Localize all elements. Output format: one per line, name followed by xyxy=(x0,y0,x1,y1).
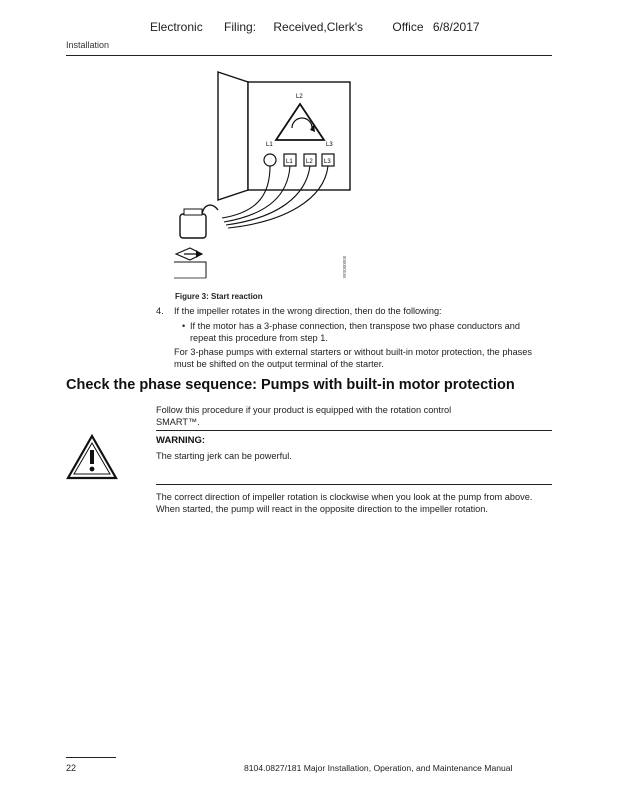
stamp-filing: Filing: xyxy=(224,20,257,34)
svg-text:L2: L2 xyxy=(306,159,313,165)
section-header: Installation xyxy=(66,40,110,50)
page-number: 22 xyxy=(66,763,77,773)
stamp-date: 6/8/2017 xyxy=(432,20,480,34)
label-l1-left: L1 xyxy=(266,142,273,148)
pump-hose xyxy=(202,205,218,214)
figure-code: WS000000 xyxy=(342,255,347,278)
figure-caption: Figure 3: Start reaction xyxy=(175,292,263,301)
section-heading: Check the phase sequence: Pumps with built-in motor protection xyxy=(66,377,515,393)
bullet-marker: • xyxy=(182,321,186,331)
warning-top-rule xyxy=(156,430,552,431)
warning-icon xyxy=(66,434,118,480)
filing-stamp xyxy=(150,20,480,34)
label-l2-top: L2 xyxy=(296,94,303,100)
intro-line-2: SMART™. xyxy=(156,417,200,427)
header-rule xyxy=(66,55,552,56)
stamp-office: Office xyxy=(392,20,424,34)
document-title: 8104.0827/181 Major Installation, Operation, and Maintenance Manual xyxy=(244,763,513,773)
bullet-text: If the motor has a 3-phase connection, then transpose two phase conductors and repeat this procedure from step 1. xyxy=(190,321,520,343)
warning-bottom-rule xyxy=(156,484,552,485)
start-reaction-figure xyxy=(160,62,360,290)
footer-rule xyxy=(66,757,116,758)
svg-text:L1: L1 xyxy=(286,159,293,165)
svg-text:L3: L3 xyxy=(324,159,331,165)
label-l3-right: L3 xyxy=(326,142,333,148)
cabinet-door xyxy=(218,72,248,200)
stamp-received: Received,Clerk's xyxy=(273,20,364,34)
step-number: 4. xyxy=(156,306,164,316)
pump-body xyxy=(180,214,206,238)
step-text: If the impeller rotates in the wrong direction, then do the following: xyxy=(174,306,442,316)
stamp-electronic: Electronic xyxy=(150,20,203,34)
intro-line-1: Follow this procedure if your product is equipped with the rotation control xyxy=(156,405,452,415)
warning-label: WARNING: xyxy=(156,435,206,446)
note-text: For 3-phase pumps with external starters or without built-in motor protection, the phases must be shifted on the output terminal of the starter. xyxy=(174,347,532,369)
warning-text: The starting jerk can be powerful. xyxy=(156,451,292,461)
ground-terminal xyxy=(264,154,276,166)
rotation-note: The correct direction of impeller rotation is clockwise when you look at the pump from above. When started, the pump will react in the opposite direction to the impeller rotation. xyxy=(156,492,533,514)
